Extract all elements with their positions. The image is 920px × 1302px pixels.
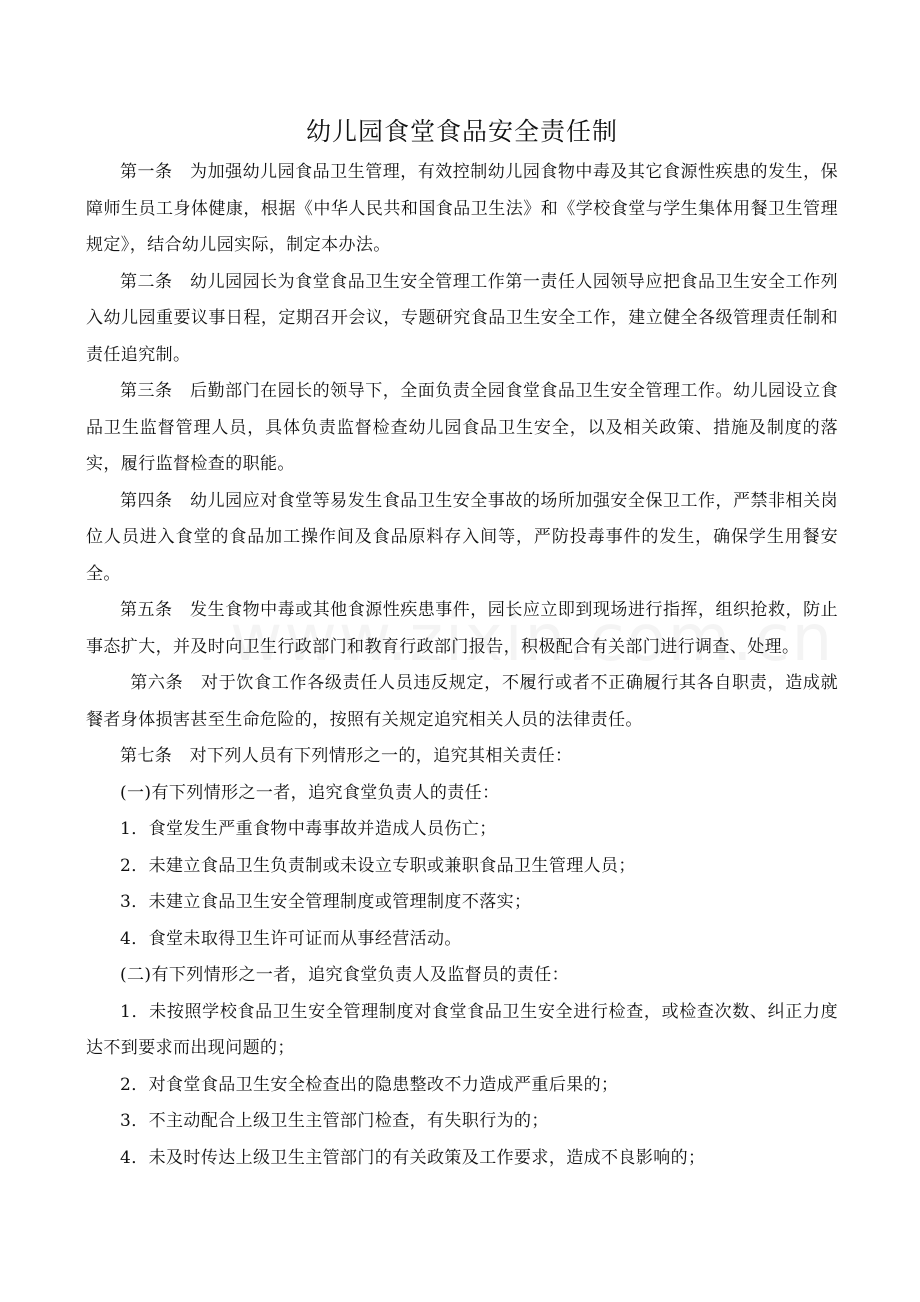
section-1-item-1: 1．食堂发生严重食物中毒事故并造成人员伤亡； — [120, 819, 497, 839]
article-3: 第三条 后勤部门在园长的领导下，全面负责全园食堂食品卫生安全管理工作。幼儿园设立食品卫生监督管理人员，具体负责监督检查幼儿园食品卫生安全，以及相关政策、措施及制度的落实，履行监督检查的职能。 — [86, 381, 838, 474]
article-2: 第二条 幼儿园园长为食堂食品卫生安全管理工作第一责任人园领导应把食品卫生安全工作列入幼儿园重要议事日程，定期召开会议，专题研究食品卫生安全工作，建立健全各级管理责任制和责任追究制。 — [86, 271, 838, 365]
section-1-item-3: 3．未建立食品卫生安全管理制度或管理制度不落实； — [120, 892, 532, 912]
section-1-item-4: 4．食堂未取得卫生许可证而从事经营活动。 — [120, 928, 462, 949]
article-4: 第四条 幼儿园应对食堂等易发生食品卫生安全事故的场所加强安全保卫工作，严禁非相关岗位人员进入食堂的食品加工操作间及食品原料存入间等，严防投毒事件的发生，确保学生用餐安全。 — [86, 490, 838, 584]
article-7: 第七条 对下列人员有下列情形之一的，追究其相关责任： — [120, 746, 573, 766]
section-1-heading: (一)有下列情形之一者，追究食堂负责人的责任： — [120, 782, 500, 803]
article-5: 第五条 发生食物中毒或其他食源性疾患事件，园长应立即到现场进行指挥，组织抢救，防止事态扩大，并及时向卫生行政部门和教育行政部门报告，积极配合有关部门进行调查、处理。 — [86, 600, 838, 657]
section-1-item-2: 2．未建立食品卫生负责制或未设立专职或兼职食品卫生管理人员； — [120, 855, 636, 876]
section-2-item-2: 2．对食堂食品卫生安全检查出的隐患整改不力造成严重后果的； — [120, 1074, 619, 1095]
article-1: 第一条 为加强幼儿园食品卫生管理，有效控制幼儿园食物中毒及其它食源性疾患的发生，保障师生员工身体健康，根据《中华人民共和国食品卫生法》和《学校食堂与学生集体用餐卫生管理规定》，结合幼儿园实际，制定本办法。 — [86, 162, 838, 255]
article-6: 第六条 对于饮食工作各级责任人员违反规定，不履行或者不正确履行其各自职责，造成就餐者身体损害甚至生命危险的，按照有关规定追究相关人员的法律责任。 — [86, 673, 838, 730]
document-page — [86, 112, 838, 1176]
section-2-item-3: 3．不主动配合上级卫生主管部门检查，有失职行为的； — [120, 1111, 549, 1131]
section-2-item-1: 1．未按照学校食品卫生安全管理制度对食堂食品卫生安全进行检查，或检查次数、纠正力度达不到要求而出现问题的； — [86, 1001, 838, 1058]
section-2-heading: (二)有下列情形之一者，追究食堂负责人及监督员的责任： — [120, 965, 570, 985]
document-title: 幼儿园食堂食品安全责任制 — [305, 117, 618, 146]
section-2-item-4: 4．未及时传达上级卫生主管部门的有关政策及工作要求，造成不良影响的； — [120, 1147, 706, 1168]
